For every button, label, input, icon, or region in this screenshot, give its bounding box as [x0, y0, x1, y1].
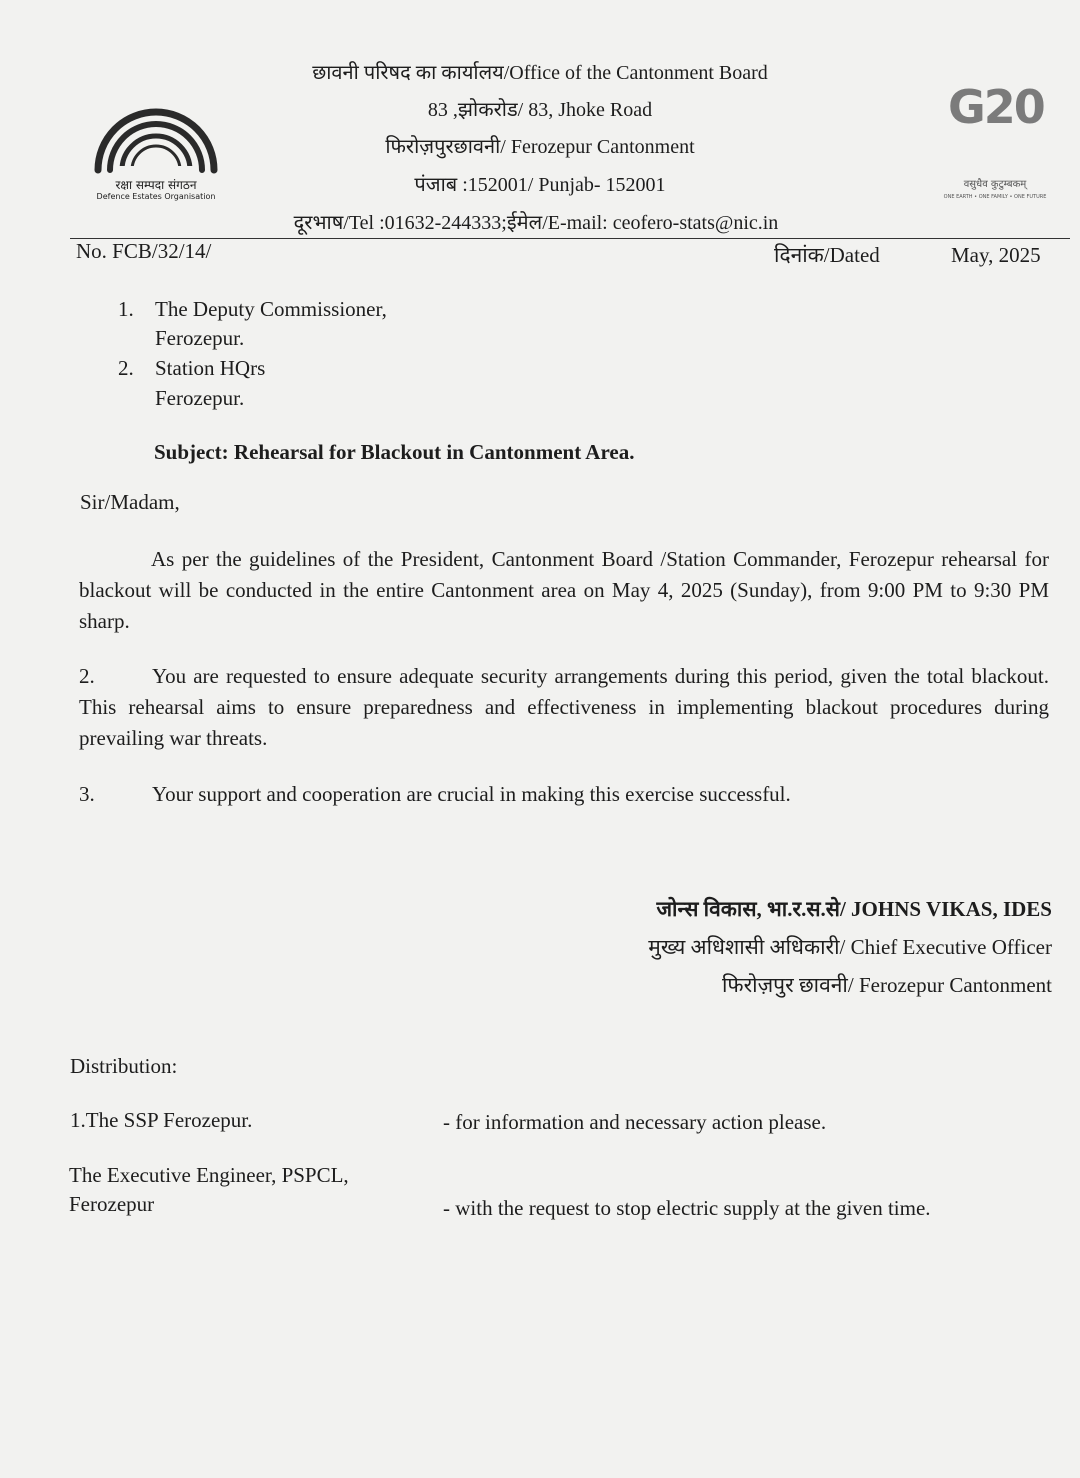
- distribution-item-1-recipient: 1.The SSP Ferozepur.: [70, 1108, 253, 1132]
- paragraph-3-text: Your support and cooperation are crucial in making this exercise successful.: [152, 782, 791, 806]
- header-divider: [70, 238, 1070, 239]
- distribution-item-1-note: - for information and necessary action please.: [443, 1110, 827, 1134]
- addressee-1-number: 1.: [118, 297, 134, 321]
- signatory-office: फिरोज़पुर छावनी/ Ferozepur Cantonment: [721, 973, 1052, 997]
- arcs-emblem-icon: [76, 70, 236, 176]
- g20-tagline: वसुधैव कुटुम्बकम्: [963, 179, 1027, 190]
- g20-mark: G20: [948, 80, 1044, 134]
- addressee-2-line2: Ferozepur.: [155, 386, 245, 410]
- signatory-title: मुख्य अधिशासी अधिकारी/ Chief Executive Officer: [648, 935, 1052, 959]
- distribution-item-2-recipient-line2: Ferozepur: [69, 1192, 155, 1216]
- distribution-item-2-note: - with the request to stop electric supply at the given time.: [443, 1196, 931, 1220]
- salutation: Sir/Madam,: [80, 490, 180, 514]
- paragraph-2: [79, 661, 1049, 754]
- distribution-heading: Distribution:: [70, 1054, 178, 1078]
- signatory-name: जोन्स विकास, भा.र.स.से/ JOHNS VIKAS, IDES: [656, 897, 1052, 921]
- subject-line: Subject: Rehearsal for Blackout in Cantonment Area.: [154, 440, 635, 464]
- paragraph-1: [79, 544, 1049, 637]
- reference-number: No. FCB/32/14/: [76, 239, 212, 263]
- distribution-item-2-recipient-line1: The Executive Engineer, PSPCL,: [69, 1163, 349, 1187]
- addressee-1-line2: Ferozepur.: [155, 326, 245, 350]
- header-office: छावनी परिषद का कार्यालय/Office of the Cantonment Board: [312, 62, 768, 84]
- paragraph-2-text: You are requested to ensure adequate security arrangements during this period, given the total blackout. This rehearsal aims to ensure preparedness and effectiveness in implementing blackout procedures during prevailing war threats.: [79, 664, 1049, 750]
- paragraph-3: [79, 779, 1049, 810]
- logo-caption-english: Defence Estates Organisation: [96, 192, 216, 201]
- addressee-2-number: 2.: [118, 356, 134, 380]
- g20-motto: ONE EARTH • ONE FAMILY • ONE FUTURE: [943, 194, 1047, 200]
- header-contact: दूरभाष/Tel :01632-244333;ईमेल/E-mail: ceofero-stats@nic.in: [293, 212, 779, 234]
- logo-caption-hindi: रक्षा सम्पदा संगठन: [115, 178, 197, 192]
- header-cantonment: फिरोज़पुरछावनी/ Ferozepur Cantonment: [385, 136, 695, 158]
- addressee-2-line1: Station HQrs: [155, 356, 266, 380]
- header-address: 83 ,झोकरोड/ 83, Jhoke Road: [427, 99, 653, 121]
- letter-date: May, 2025: [951, 243, 1041, 267]
- paragraph-3-number: 3.: [79, 782, 95, 806]
- header-state-pin: पंजाब :152001/ Punjab- 152001: [414, 174, 666, 196]
- paragraph-1-text: As per the guidelines of the President, Cantonment Board /Station Commander, Ferozepur rehearsal for blackout will be conducted in the entire Cantonment area on May 4, 2025 (Sunday), from 9:00 PM to 9:30 PM sharp.: [79, 547, 1049, 633]
- paragraph-2-number: 2.: [79, 664, 95, 688]
- dated-label: दिनांक/Dated: [774, 243, 880, 267]
- addressee-1-line1: The Deputy Commissioner,: [155, 297, 387, 321]
